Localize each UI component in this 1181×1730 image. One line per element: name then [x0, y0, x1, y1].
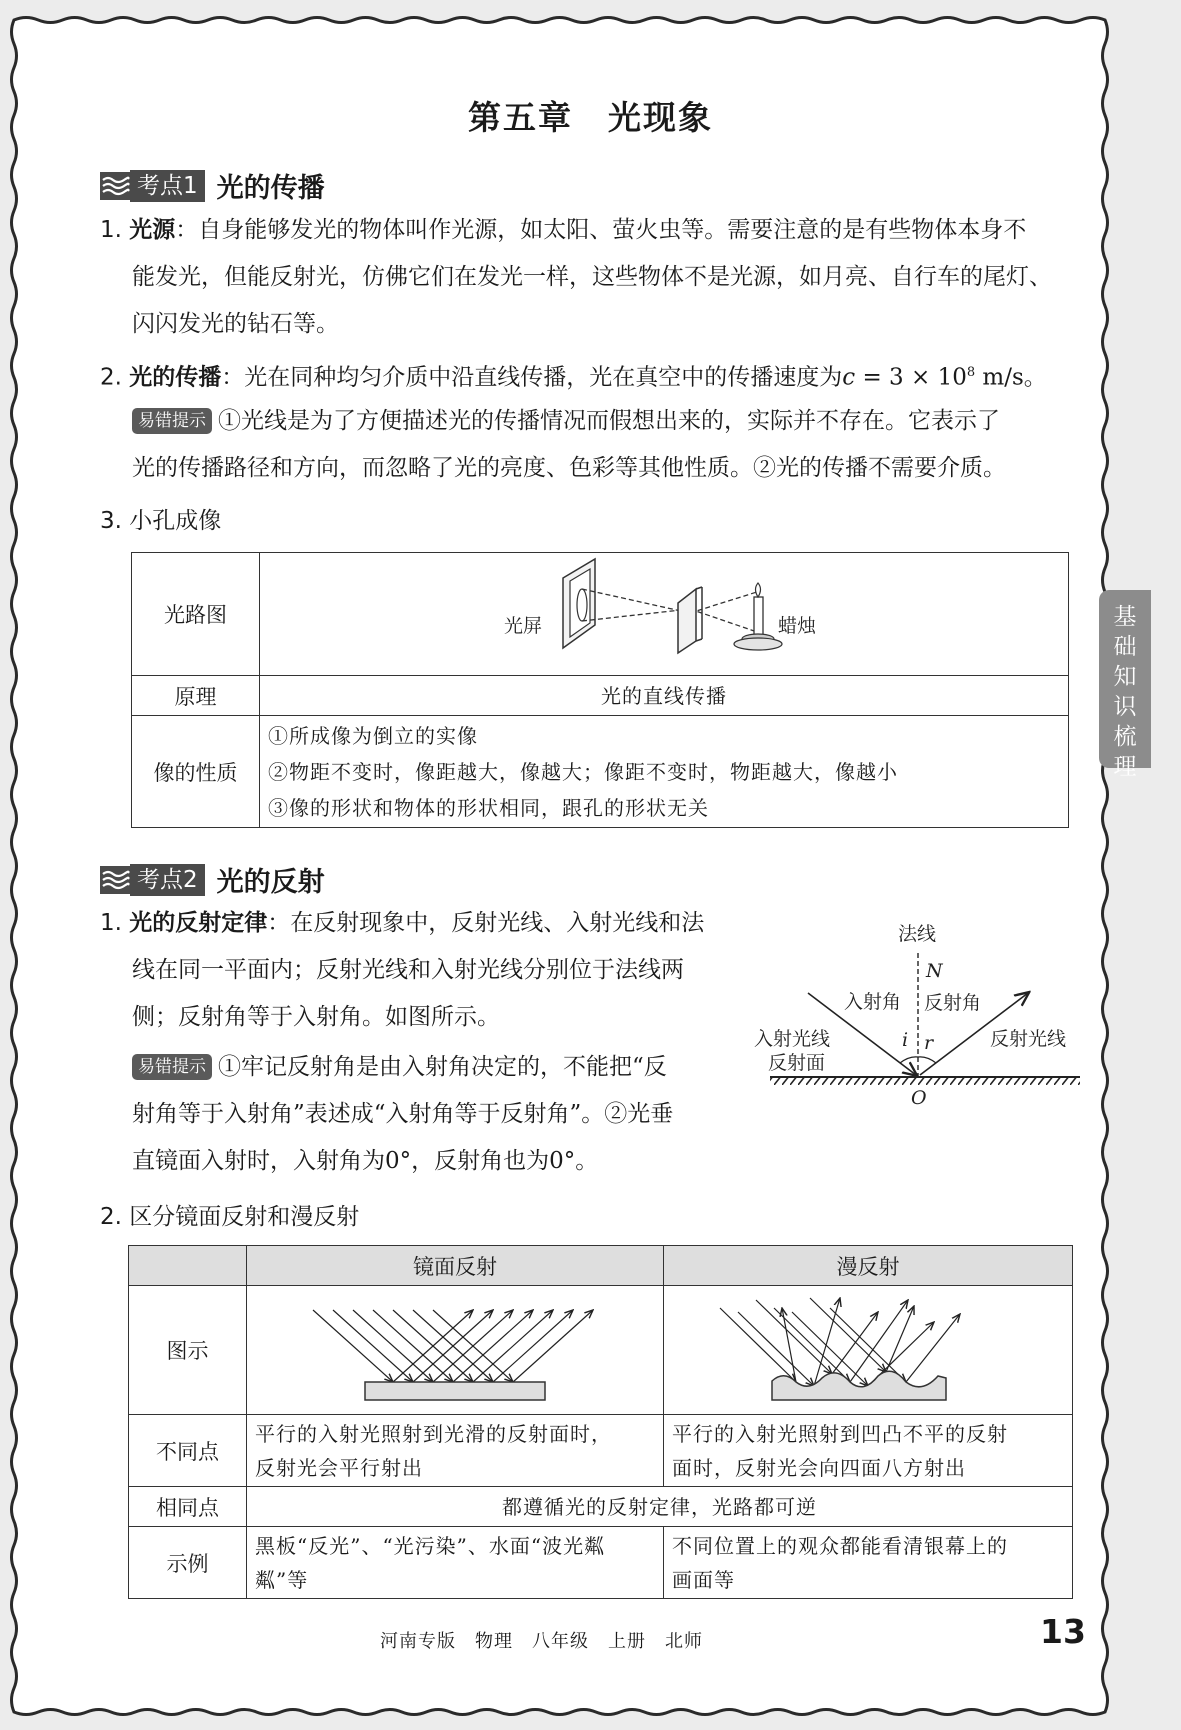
reflected-ray-line	[473, 1310, 553, 1382]
pinhole-row3-head: 像的性质	[132, 716, 260, 828]
reflected-ray-line	[453, 1310, 533, 1382]
rough-surface	[772, 1371, 946, 1400]
prop-item-3: ③像的形状和物体的形状相同，跟孔的形状无关	[268, 795, 709, 820]
example-specular-line1: 黑板“反光”、“光污染”、水面“波光粼	[255, 1533, 606, 1558]
speed-unit: m/s。	[975, 364, 1047, 391]
example-specular-line2: 粼”等	[255, 1567, 309, 1592]
speed-exponent: 8	[966, 365, 976, 380]
table-corner	[129, 1246, 247, 1286]
pinhole-board-shape	[678, 589, 696, 653]
diffuse-reflection-figure	[664, 1286, 1072, 1409]
side-tab-char: 识	[1113, 694, 1137, 720]
scattered-ray-line	[886, 1306, 914, 1372]
reflection-table	[128, 1245, 1073, 1599]
example-diffuse-line2: 画面等	[672, 1567, 735, 1592]
diffuse-rays	[720, 1298, 960, 1386]
diff-specular-line2: 反射光会平行射出	[255, 1455, 423, 1480]
s1-item3-title: 小孔成像	[129, 508, 222, 534]
s1-item1-line2: 能发光，但能反射光，仿佛它们在发光一样，这些物体不是光源，如月亮、自行车的尾灯、	[132, 264, 1052, 290]
incident-ray-line	[333, 1310, 413, 1382]
s2-item2-title: 区分镜面反射和漫反射	[129, 1204, 360, 1230]
mirror-hatch	[770, 1078, 1080, 1085]
s2-item2-num: 2.	[100, 1204, 122, 1230]
reflection-diagram	[750, 915, 1090, 1115]
footer-info: 河南专版 物理 八年级 上册 北师	[380, 1631, 703, 1652]
diff-diffuse	[664, 1415, 1073, 1487]
section2-title: 光的反射	[216, 867, 325, 898]
pinhole-row1-head: 光路图	[132, 553, 260, 676]
o-label: O	[911, 1087, 927, 1109]
specular-reflection-figure	[247, 1286, 663, 1409]
smooth-surface	[365, 1382, 545, 1400]
r-label: r	[924, 1032, 934, 1054]
pinhole-diagram	[260, 553, 1068, 670]
s2-tip-line1: ①牢记反射角是由入射角决定的，不能把“反	[218, 1054, 667, 1080]
pinhole-principle: 光的直线传播	[260, 676, 1069, 716]
example-specular	[247, 1527, 664, 1599]
diff-specular-line1: 平行的入射光照射到光滑的反射面时，	[255, 1421, 612, 1446]
s2-item1-term: 光的反射定律	[129, 910, 268, 936]
incident-angle-label: 入射角	[844, 991, 902, 1013]
row-figure-head: 图示	[129, 1286, 247, 1415]
s1-item1-term: 光源	[129, 217, 176, 243]
surface-label: 反射面	[768, 1052, 826, 1074]
row-same-head: 相同点	[129, 1487, 247, 1527]
s2-item1-line3: 侧；反射角等于入射角。如图所示。	[132, 1004, 500, 1030]
diff-diffuse-line1: 平行的入射光照射到凹凸不平的反射	[672, 1421, 1008, 1446]
incident-ray-line	[756, 1300, 832, 1374]
section1-title: 光的传播	[216, 173, 325, 204]
section1-header	[100, 166, 325, 205]
pinhole-table	[131, 552, 1069, 828]
reflection-angle-label: 反射角	[924, 992, 982, 1014]
row-example-head: 示例	[129, 1527, 247, 1599]
diff-specular	[247, 1415, 664, 1487]
s1-item1-line3: 闪闪发光的钻石等。	[132, 311, 339, 337]
scattered-ray-line	[832, 1312, 878, 1374]
s2-tip-tag: 易错提示	[132, 1054, 212, 1080]
same-content: 都遵循光的反射定律，光路都可逆	[247, 1487, 1073, 1527]
reflected-ray-line	[493, 1310, 573, 1382]
s1-item2	[100, 349, 1090, 402]
speed-equals: = 3 × 10	[855, 364, 967, 391]
s2-item1	[100, 900, 740, 1041]
wave-icon	[100, 866, 130, 894]
section2-header	[100, 860, 325, 899]
s1-item2-term: 光的传播	[129, 364, 222, 391]
col-header-diffuse: 漫反射	[664, 1246, 1073, 1286]
example-diffuse	[664, 1527, 1073, 1599]
angle-arc-i	[900, 1057, 918, 1063]
specular-rays	[313, 1310, 593, 1382]
row-diff-head: 不同点	[129, 1415, 247, 1487]
s2-tip-line3: 直镜面入射时，入射角为0°，反射角也为0°。	[132, 1148, 599, 1174]
candle-shape	[754, 597, 763, 637]
incident-ray-line	[313, 1310, 393, 1382]
s2-item2	[100, 1198, 359, 1231]
s1-item2-num: 2.	[100, 364, 122, 391]
s1-item1-num: 1.	[100, 217, 122, 243]
screen-label: 光屏	[504, 615, 543, 637]
s1-tip-line1: ①光线是为了方便描述光的传播情况而假想出来的，实际并不存在。它表示了	[218, 408, 1000, 434]
n-label: N	[926, 960, 943, 982]
s1-tip-tag: 易错提示	[132, 408, 212, 434]
s1-tip-line2: 光的传播路径和方向，而忽略了光的亮度、色彩等其他性质。②光的传播不需要介质。	[132, 455, 1006, 481]
diffuse-figure-cell	[664, 1286, 1073, 1415]
s1-item3-num: 3.	[100, 508, 122, 534]
section2-badge: 考点2	[130, 864, 205, 896]
incident-ray-label: 入射光线	[754, 1028, 831, 1050]
prop-item-2: ②物距不变时，像距越大，像越大；像距不变时，物距越大，像越小	[268, 759, 898, 784]
side-tab-char: 知	[1113, 664, 1137, 690]
diff-diffuse-line2: 面时，反射光会向四面八方射出	[672, 1455, 966, 1480]
s1-item2-text: ：光在同种均匀介质中沿直线传播，光在真空中的传播速度为	[221, 364, 843, 391]
wave-icon	[100, 172, 130, 200]
chapter-title: 第五章 光现象	[468, 98, 713, 137]
pinhole-row2-head: 原理	[132, 676, 260, 716]
specular-figure-cell	[247, 1286, 664, 1415]
s2-item1-line2: 线在同一平面内；反射光线和入射光线分别位于法线两	[132, 957, 684, 983]
side-tab-char: 础	[1113, 634, 1137, 660]
normal-label: 法线	[898, 923, 937, 945]
i-label: i	[902, 1029, 909, 1051]
s2-item1-num: 1.	[100, 910, 122, 936]
s1-item3	[100, 502, 221, 535]
scattered-ray-line	[906, 1314, 960, 1382]
pinhole-image-props	[260, 716, 1069, 828]
side-tab[interactable]	[1099, 590, 1151, 780]
side-tab-char: 基	[1113, 604, 1137, 630]
side-tab-char: 梳	[1113, 724, 1137, 750]
section1-badge: 考点1	[130, 170, 205, 202]
c-symbol: c	[842, 364, 856, 391]
s2-tip-line2: 射角等于入射角”表述成“入射角等于反射角”。②光垂	[132, 1101, 674, 1127]
prop-item-1: ①所成像为倒立的实像	[268, 723, 478, 748]
incident-ray-line	[353, 1310, 433, 1382]
incident-ray-line	[373, 1310, 453, 1382]
candle-label: 蜡烛	[778, 615, 817, 637]
s1-tip	[132, 398, 1090, 492]
col-header-specular: 镜面反射	[247, 1246, 664, 1286]
s1-item1	[100, 207, 1090, 348]
angle-arc-r	[918, 1057, 936, 1063]
reflected-ray-line	[513, 1310, 593, 1382]
s1-item1-line1: ：自身能够发光的物体叫作光源，如太阳、萤火虫等。需要注意的是有些物体本身不	[175, 217, 1027, 243]
page-number: 13	[1040, 1612, 1086, 1651]
pinhole-diagram-cell	[260, 553, 1069, 676]
side-tab-char: 理	[1113, 754, 1137, 780]
s2-tip	[132, 1044, 740, 1185]
example-diffuse-line1: 不同位置上的观众都能看清银幕上的	[672, 1533, 1008, 1558]
reflected-ray-label: 反射光线	[990, 1028, 1067, 1050]
s2-item1-line1: ：在反射现象中，反射光线、入射光线和法	[267, 910, 705, 936]
